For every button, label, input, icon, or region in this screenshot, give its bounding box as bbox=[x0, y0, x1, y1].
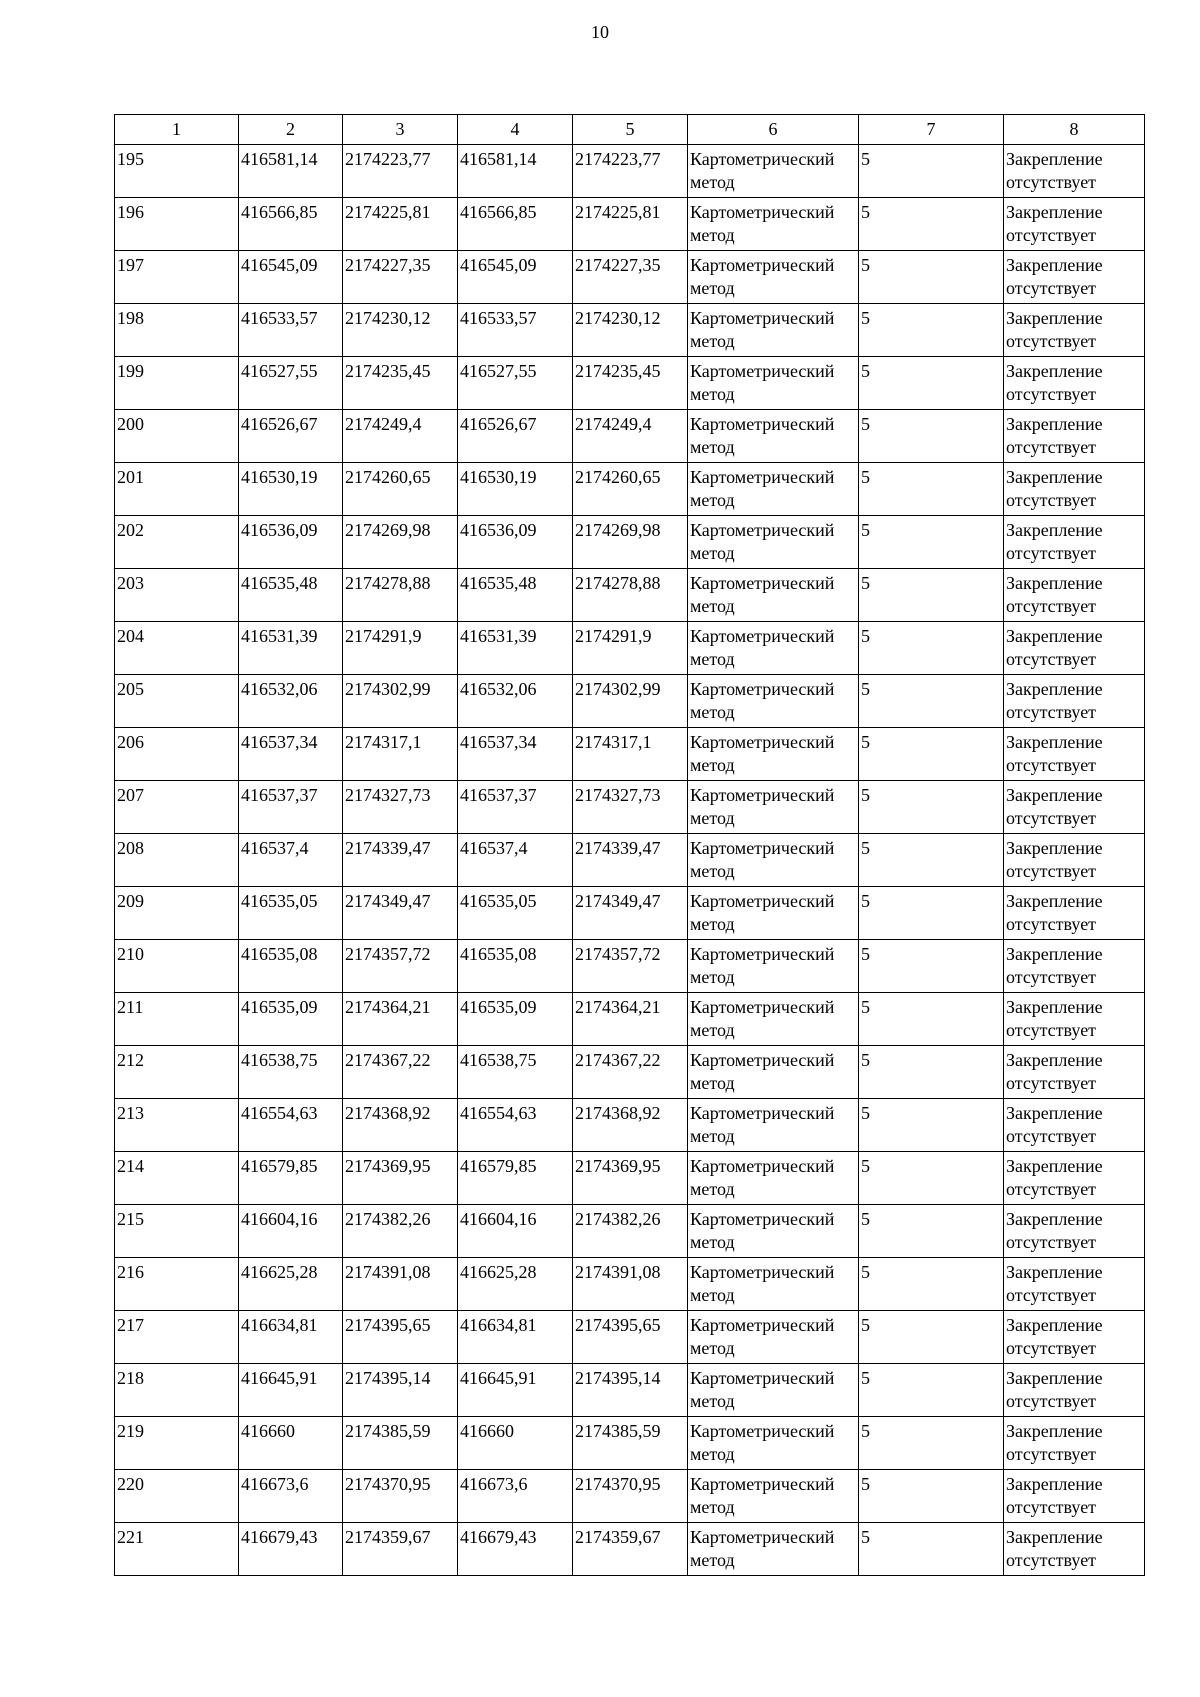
cell-y-coordinate-2: 2174370,95 bbox=[573, 1470, 688, 1523]
table-row bbox=[115, 1364, 1145, 1417]
cell-x-coordinate-2: 416634,81 bbox=[458, 1311, 573, 1364]
cell-method: Картометрический метод bbox=[688, 1523, 859, 1576]
cell-x-coordinate: 416533,57 bbox=[239, 304, 343, 357]
cell-method: Картометрический метод bbox=[688, 145, 859, 198]
cell-fixing-description: Закрепление отсутствует bbox=[1004, 834, 1145, 887]
cell-fixing-description: Закрепление отсутствует bbox=[1004, 569, 1145, 622]
cell-x-coordinate: 416604,16 bbox=[239, 1205, 343, 1258]
cell-x-coordinate-2: 416531,39 bbox=[458, 622, 573, 675]
cell-accuracy: 5 bbox=[859, 463, 1004, 516]
cell-y-coordinate-2: 2174249,4 bbox=[573, 410, 688, 463]
cell-point-number: 212 bbox=[115, 1046, 239, 1099]
cell-method: Картометрический метод bbox=[688, 198, 859, 251]
cell-y-coordinate: 2174223,77 bbox=[343, 145, 458, 198]
cell-accuracy: 5 bbox=[859, 675, 1004, 728]
cell-accuracy: 5 bbox=[859, 993, 1004, 1046]
cell-x-coordinate: 416645,91 bbox=[239, 1364, 343, 1417]
cell-y-coordinate-2: 2174349,47 bbox=[573, 887, 688, 940]
cell-y-coordinate-2: 2174235,45 bbox=[573, 357, 688, 410]
cell-y-coordinate: 2174359,67 bbox=[343, 1523, 458, 1576]
table-row bbox=[115, 1205, 1145, 1258]
cell-x-coordinate-2: 416535,05 bbox=[458, 887, 573, 940]
cell-x-coordinate-2: 416645,91 bbox=[458, 1364, 573, 1417]
cell-point-number: 200 bbox=[115, 410, 239, 463]
cell-x-coordinate: 416537,4 bbox=[239, 834, 343, 887]
cell-y-coordinate: 2174230,12 bbox=[343, 304, 458, 357]
cell-fixing-description: Закрепление отсутствует bbox=[1004, 1523, 1145, 1576]
cell-y-coordinate: 2174227,35 bbox=[343, 251, 458, 304]
cell-y-coordinate-2: 2174302,99 bbox=[573, 675, 688, 728]
cell-point-number: 199 bbox=[115, 357, 239, 410]
cell-method: Картометрический метод bbox=[688, 1099, 859, 1152]
cell-fixing-description: Закрепление отсутствует bbox=[1004, 1311, 1145, 1364]
cell-x-coordinate: 416535,48 bbox=[239, 569, 343, 622]
cell-method: Картометрический метод bbox=[688, 728, 859, 781]
cell-fixing-description: Закрепление отсутствует bbox=[1004, 251, 1145, 304]
cell-method: Картометрический метод bbox=[688, 569, 859, 622]
cell-accuracy: 5 bbox=[859, 251, 1004, 304]
cell-method: Картометрический метод bbox=[688, 993, 859, 1046]
cell-y-coordinate-2: 2174395,65 bbox=[573, 1311, 688, 1364]
cell-point-number: 220 bbox=[115, 1470, 239, 1523]
cell-y-coordinate: 2174382,26 bbox=[343, 1205, 458, 1258]
cell-x-coordinate: 416535,08 bbox=[239, 940, 343, 993]
cell-method: Картометрический метод bbox=[688, 887, 859, 940]
cell-fixing-description: Закрепление отсутствует bbox=[1004, 675, 1145, 728]
table-row bbox=[115, 1258, 1145, 1311]
cell-accuracy: 5 bbox=[859, 622, 1004, 675]
cell-x-coordinate-2: 416535,08 bbox=[458, 940, 573, 993]
cell-y-coordinate-2: 2174357,72 bbox=[573, 940, 688, 993]
cell-fixing-description: Закрепление отсутствует bbox=[1004, 622, 1145, 675]
table-row bbox=[115, 357, 1145, 410]
table-row bbox=[115, 198, 1145, 251]
cell-fixing-description: Закрепление отсутствует bbox=[1004, 1046, 1145, 1099]
cell-point-number: 215 bbox=[115, 1205, 239, 1258]
cell-y-coordinate-2: 2174327,73 bbox=[573, 781, 688, 834]
cell-method: Картометрический метод bbox=[688, 1046, 859, 1099]
cell-y-coordinate: 2174391,08 bbox=[343, 1258, 458, 1311]
cell-accuracy: 5 bbox=[859, 145, 1004, 198]
cell-x-coordinate: 416535,09 bbox=[239, 993, 343, 1046]
cell-y-coordinate: 2174260,65 bbox=[343, 463, 458, 516]
table-row bbox=[115, 728, 1145, 781]
cell-x-coordinate-2: 416532,06 bbox=[458, 675, 573, 728]
cell-accuracy: 5 bbox=[859, 410, 1004, 463]
cell-y-coordinate: 2174369,95 bbox=[343, 1152, 458, 1205]
cell-x-coordinate-2: 416537,37 bbox=[458, 781, 573, 834]
cell-x-coordinate: 416532,06 bbox=[239, 675, 343, 728]
cell-y-coordinate-2: 2174395,14 bbox=[573, 1364, 688, 1417]
cell-point-number: 197 bbox=[115, 251, 239, 304]
cell-fixing-description: Закрепление отсутствует bbox=[1004, 1205, 1145, 1258]
cell-x-coordinate-2: 416536,09 bbox=[458, 516, 573, 569]
cell-point-number: 219 bbox=[115, 1417, 239, 1470]
cell-point-number: 211 bbox=[115, 993, 239, 1046]
cell-method: Картометрический метод bbox=[688, 1152, 859, 1205]
cell-x-coordinate: 416531,39 bbox=[239, 622, 343, 675]
cell-method: Картометрический метод bbox=[688, 1258, 859, 1311]
cell-point-number: 218 bbox=[115, 1364, 239, 1417]
cell-accuracy: 5 bbox=[859, 1417, 1004, 1470]
cell-method: Картометрический метод bbox=[688, 622, 859, 675]
table-row bbox=[115, 1099, 1145, 1152]
cell-x-coordinate: 416625,28 bbox=[239, 1258, 343, 1311]
cell-x-coordinate-2: 416527,55 bbox=[458, 357, 573, 410]
cell-accuracy: 5 bbox=[859, 569, 1004, 622]
cell-accuracy: 5 bbox=[859, 834, 1004, 887]
table-row bbox=[115, 1523, 1145, 1576]
cell-point-number: 205 bbox=[115, 675, 239, 728]
cell-method: Картометрический метод bbox=[688, 1470, 859, 1523]
cell-accuracy: 5 bbox=[859, 728, 1004, 781]
cell-point-number: 213 bbox=[115, 1099, 239, 1152]
cell-y-coordinate-2: 2174269,98 bbox=[573, 516, 688, 569]
cell-fixing-description: Закрепление отсутствует bbox=[1004, 516, 1145, 569]
cell-point-number: 217 bbox=[115, 1311, 239, 1364]
table-row bbox=[115, 304, 1145, 357]
cell-accuracy: 5 bbox=[859, 940, 1004, 993]
cell-y-coordinate: 2174269,98 bbox=[343, 516, 458, 569]
table-row bbox=[115, 516, 1145, 569]
table-row bbox=[115, 781, 1145, 834]
cell-accuracy: 5 bbox=[859, 516, 1004, 569]
cell-method: Картометрический метод bbox=[688, 251, 859, 304]
column-header-5: 5 bbox=[573, 115, 688, 145]
cell-y-coordinate-2: 2174317,1 bbox=[573, 728, 688, 781]
table-body bbox=[115, 145, 1145, 1576]
cell-accuracy: 5 bbox=[859, 781, 1004, 834]
table-row bbox=[115, 569, 1145, 622]
cell-y-coordinate: 2174395,65 bbox=[343, 1311, 458, 1364]
cell-point-number: 216 bbox=[115, 1258, 239, 1311]
column-header-4: 4 bbox=[458, 115, 573, 145]
table-row bbox=[115, 993, 1145, 1046]
cell-point-number: 207 bbox=[115, 781, 239, 834]
column-header-7: 7 bbox=[859, 115, 1004, 145]
cell-y-coordinate: 2174339,47 bbox=[343, 834, 458, 887]
cell-y-coordinate-2: 2174227,35 bbox=[573, 251, 688, 304]
cell-x-coordinate-2: 416535,09 bbox=[458, 993, 573, 1046]
cell-method: Картометрический метод bbox=[688, 463, 859, 516]
table-row bbox=[115, 410, 1145, 463]
cell-y-coordinate: 2174327,73 bbox=[343, 781, 458, 834]
cell-x-coordinate: 416537,34 bbox=[239, 728, 343, 781]
cell-point-number: 203 bbox=[115, 569, 239, 622]
cell-accuracy: 5 bbox=[859, 1046, 1004, 1099]
cell-fixing-description: Закрепление отсутствует bbox=[1004, 145, 1145, 198]
cell-x-coordinate: 416660 bbox=[239, 1417, 343, 1470]
cell-accuracy: 5 bbox=[859, 1258, 1004, 1311]
cell-fixing-description: Закрепление отсутствует bbox=[1004, 1417, 1145, 1470]
table-row bbox=[115, 834, 1145, 887]
column-header-8: 8 bbox=[1004, 115, 1145, 145]
cell-point-number: 206 bbox=[115, 728, 239, 781]
cell-fixing-description: Закрепление отсутствует bbox=[1004, 781, 1145, 834]
cell-x-coordinate-2: 416554,63 bbox=[458, 1099, 573, 1152]
cell-y-coordinate-2: 2174385,59 bbox=[573, 1417, 688, 1470]
cell-y-coordinate-2: 2174368,92 bbox=[573, 1099, 688, 1152]
cell-fixing-description: Закрепление отсутствует bbox=[1004, 1364, 1145, 1417]
table-row bbox=[115, 1311, 1145, 1364]
column-header-6: 6 bbox=[688, 115, 859, 145]
cell-point-number: 196 bbox=[115, 198, 239, 251]
cell-y-coordinate-2: 2174223,77 bbox=[573, 145, 688, 198]
cell-x-coordinate: 416554,63 bbox=[239, 1099, 343, 1152]
cell-x-coordinate-2: 416625,28 bbox=[458, 1258, 573, 1311]
cell-point-number: 209 bbox=[115, 887, 239, 940]
cell-fixing-description: Закрепление отсутствует bbox=[1004, 304, 1145, 357]
cell-method: Картометрический метод bbox=[688, 357, 859, 410]
cell-method: Картометрический метод bbox=[688, 675, 859, 728]
table-header-row bbox=[115, 115, 1145, 145]
cell-fixing-description: Закрепление отсутствует bbox=[1004, 1099, 1145, 1152]
cell-y-coordinate-2: 2174364,21 bbox=[573, 993, 688, 1046]
cell-y-coordinate-2: 2174291,9 bbox=[573, 622, 688, 675]
cell-accuracy: 5 bbox=[859, 1470, 1004, 1523]
cell-accuracy: 5 bbox=[859, 1099, 1004, 1152]
table-row bbox=[115, 1470, 1145, 1523]
cell-x-coordinate: 416634,81 bbox=[239, 1311, 343, 1364]
cell-x-coordinate-2: 416530,19 bbox=[458, 463, 573, 516]
cell-fixing-description: Закрепление отсутствует bbox=[1004, 410, 1145, 463]
cell-point-number: 202 bbox=[115, 516, 239, 569]
cell-x-coordinate-2: 416566,85 bbox=[458, 198, 573, 251]
cell-y-coordinate: 2174367,22 bbox=[343, 1046, 458, 1099]
cell-point-number: 204 bbox=[115, 622, 239, 675]
cell-method: Картометрический метод bbox=[688, 516, 859, 569]
cell-y-coordinate-2: 2174339,47 bbox=[573, 834, 688, 887]
cell-accuracy: 5 bbox=[859, 1523, 1004, 1576]
cell-x-coordinate-2: 416533,57 bbox=[458, 304, 573, 357]
cell-x-coordinate-2: 416535,48 bbox=[458, 569, 573, 622]
cell-y-coordinate: 2174317,1 bbox=[343, 728, 458, 781]
cell-y-coordinate-2: 2174225,81 bbox=[573, 198, 688, 251]
cell-y-coordinate: 2174395,14 bbox=[343, 1364, 458, 1417]
cell-y-coordinate: 2174249,4 bbox=[343, 410, 458, 463]
cell-x-coordinate: 416526,67 bbox=[239, 410, 343, 463]
cell-x-coordinate: 416545,09 bbox=[239, 251, 343, 304]
cell-method: Картометрический метод bbox=[688, 1364, 859, 1417]
cell-method: Картометрический метод bbox=[688, 781, 859, 834]
cell-y-coordinate: 2174364,21 bbox=[343, 993, 458, 1046]
table-row bbox=[115, 1417, 1145, 1470]
cell-x-coordinate-2: 416673,6 bbox=[458, 1470, 573, 1523]
cell-fixing-description: Закрепление отсутствует bbox=[1004, 940, 1145, 993]
cell-method: Картометрический метод bbox=[688, 1205, 859, 1258]
cell-y-coordinate: 2174225,81 bbox=[343, 198, 458, 251]
cell-x-coordinate: 416566,85 bbox=[239, 198, 343, 251]
cell-y-coordinate-2: 2174359,67 bbox=[573, 1523, 688, 1576]
cell-y-coordinate-2: 2174230,12 bbox=[573, 304, 688, 357]
cell-fixing-description: Закрепление отсутствует bbox=[1004, 728, 1145, 781]
cell-point-number: 198 bbox=[115, 304, 239, 357]
cell-x-coordinate: 416673,6 bbox=[239, 1470, 343, 1523]
cell-fixing-description: Закрепление отсутствует bbox=[1004, 993, 1145, 1046]
cell-point-number: 195 bbox=[115, 145, 239, 198]
cell-accuracy: 5 bbox=[859, 887, 1004, 940]
cell-x-coordinate: 416579,85 bbox=[239, 1152, 343, 1205]
page-number: 10 bbox=[591, 22, 609, 42]
cell-y-coordinate: 2174349,47 bbox=[343, 887, 458, 940]
cell-accuracy: 5 bbox=[859, 357, 1004, 410]
table-row bbox=[115, 1152, 1145, 1205]
cell-x-coordinate: 416527,55 bbox=[239, 357, 343, 410]
table-row bbox=[115, 145, 1145, 198]
cell-method: Картометрический метод bbox=[688, 304, 859, 357]
column-header-1: 1 bbox=[115, 115, 239, 145]
cell-y-coordinate: 2174302,99 bbox=[343, 675, 458, 728]
cell-method: Картометрический метод bbox=[688, 1417, 859, 1470]
cell-point-number: 208 bbox=[115, 834, 239, 887]
cell-y-coordinate: 2174278,88 bbox=[343, 569, 458, 622]
cell-x-coordinate: 416537,37 bbox=[239, 781, 343, 834]
cell-method: Картометрический метод bbox=[688, 834, 859, 887]
cell-x-coordinate-2: 416581,14 bbox=[458, 145, 573, 198]
cell-y-coordinate-2: 2174278,88 bbox=[573, 569, 688, 622]
cell-y-coordinate: 2174291,9 bbox=[343, 622, 458, 675]
cell-accuracy: 5 bbox=[859, 1364, 1004, 1417]
cell-accuracy: 5 bbox=[859, 198, 1004, 251]
cell-point-number: 210 bbox=[115, 940, 239, 993]
cell-y-coordinate: 2174368,92 bbox=[343, 1099, 458, 1152]
column-header-3: 3 bbox=[343, 115, 458, 145]
cell-y-coordinate-2: 2174391,08 bbox=[573, 1258, 688, 1311]
cell-y-coordinate-2: 2174382,26 bbox=[573, 1205, 688, 1258]
cell-x-coordinate: 416538,75 bbox=[239, 1046, 343, 1099]
coordinates-table bbox=[114, 114, 1145, 1576]
cell-x-coordinate-2: 416538,75 bbox=[458, 1046, 573, 1099]
cell-y-coordinate: 2174385,59 bbox=[343, 1417, 458, 1470]
cell-x-coordinate: 416536,09 bbox=[239, 516, 343, 569]
cell-x-coordinate-2: 416526,67 bbox=[458, 410, 573, 463]
cell-method: Картометрический метод bbox=[688, 1311, 859, 1364]
cell-x-coordinate-2: 416604,16 bbox=[458, 1205, 573, 1258]
cell-accuracy: 5 bbox=[859, 304, 1004, 357]
table-row bbox=[115, 887, 1145, 940]
cell-fixing-description: Закрепление отсутствует bbox=[1004, 1258, 1145, 1311]
cell-accuracy: 5 bbox=[859, 1311, 1004, 1364]
table-row bbox=[115, 1046, 1145, 1099]
cell-x-coordinate: 416535,05 bbox=[239, 887, 343, 940]
cell-method: Картометрический метод bbox=[688, 940, 859, 993]
cell-fixing-description: Закрепление отсутствует bbox=[1004, 1470, 1145, 1523]
cell-x-coordinate-2: 416660 bbox=[458, 1417, 573, 1470]
cell-fixing-description: Закрепление отсутствует bbox=[1004, 198, 1145, 251]
cell-method: Картометрический метод bbox=[688, 410, 859, 463]
cell-accuracy: 5 bbox=[859, 1152, 1004, 1205]
cell-y-coordinate-2: 2174369,95 bbox=[573, 1152, 688, 1205]
table-row bbox=[115, 463, 1145, 516]
cell-point-number: 221 bbox=[115, 1523, 239, 1576]
cell-y-coordinate: 2174357,72 bbox=[343, 940, 458, 993]
cell-fixing-description: Закрепление отсутствует bbox=[1004, 463, 1145, 516]
table-row bbox=[115, 675, 1145, 728]
cell-fixing-description: Закрепление отсутствует bbox=[1004, 1152, 1145, 1205]
cell-x-coordinate-2: 416579,85 bbox=[458, 1152, 573, 1205]
cell-x-coordinate-2: 416545,09 bbox=[458, 251, 573, 304]
cell-point-number: 214 bbox=[115, 1152, 239, 1205]
cell-fixing-description: Закрепление отсутствует bbox=[1004, 357, 1145, 410]
cell-y-coordinate: 2174235,45 bbox=[343, 357, 458, 410]
cell-x-coordinate-2: 416679,43 bbox=[458, 1523, 573, 1576]
column-header-2: 2 bbox=[239, 115, 343, 145]
cell-point-number: 201 bbox=[115, 463, 239, 516]
cell-x-coordinate-2: 416537,34 bbox=[458, 728, 573, 781]
table-row bbox=[115, 622, 1145, 675]
cell-x-coordinate: 416679,43 bbox=[239, 1523, 343, 1576]
cell-x-coordinate: 416581,14 bbox=[239, 145, 343, 198]
cell-accuracy: 5 bbox=[859, 1205, 1004, 1258]
table-row bbox=[115, 940, 1145, 993]
cell-x-coordinate-2: 416537,4 bbox=[458, 834, 573, 887]
table-row bbox=[115, 251, 1145, 304]
cell-y-coordinate: 2174370,95 bbox=[343, 1470, 458, 1523]
cell-y-coordinate-2: 2174260,65 bbox=[573, 463, 688, 516]
cell-y-coordinate-2: 2174367,22 bbox=[573, 1046, 688, 1099]
cell-x-coordinate: 416530,19 bbox=[239, 463, 343, 516]
cell-fixing-description: Закрепление отсутствует bbox=[1004, 887, 1145, 940]
